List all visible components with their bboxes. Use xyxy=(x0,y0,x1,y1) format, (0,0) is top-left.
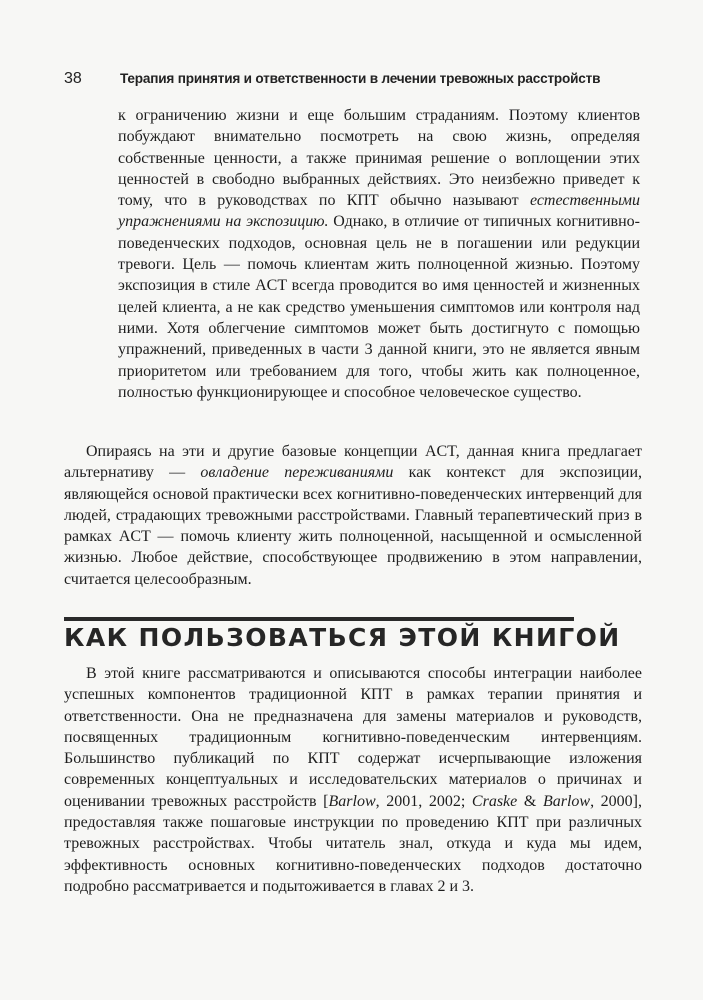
text-run: Опираясь на эти и другие базовые концепции ACT, данная книга предлагает альтернативу — xyxy=(64,443,642,482)
block-paragraph-text xyxy=(118,105,640,403)
text-run: В этой книге рассматриваются и описываются способы интеграции наиболее успешных компонентов традиционной КПТ в рамках терапии принятия и ответственности. Она не предназначена для замены материалов и руководств, посвященных традиционным когнитивно-поведенческим интервенциям. Большинство публикаций по КПТ содержат исчерпывающие изложения современных концептуальных и исследовательских материалов о причинах и оценивании тревожных расстройств [ xyxy=(64,665,642,810)
body-paragraph-1 xyxy=(64,441,642,590)
page-number: 38 xyxy=(64,70,82,87)
paragraph-text xyxy=(64,663,642,897)
paragraph-text xyxy=(64,441,642,590)
indented-block-paragraph xyxy=(118,105,640,403)
text-run: & xyxy=(517,792,543,810)
text-run: к ограничению жизни и еще большим страданиям. Поэтому клиентов побуждают внимательно посмотреть на свою жизнь, определяя собственные ценности, а также принимая решение о воплощении этих ценностей в свободно выбранных действиях. Это неизбежно приведет к тому, что в руководствах по КПТ обычно называют xyxy=(118,107,640,210)
citation-author: Barlow xyxy=(542,792,591,810)
body-paragraph-2 xyxy=(64,663,642,897)
section-divider xyxy=(64,617,574,621)
italic-term: естественными упражнениями на экспозицию. xyxy=(118,192,640,231)
text-run: Однако, в отличие от типичных когнитивно-поведенческих подходов, основная цель не в погашении или редукции тревоги. Цель — помочь клиентам жить полноценной жизнью. Поэтому экспозиция в стиле ACT всегда проводится во имя ценностей и жизненных целей клиента, а не как средство уменьшения симптомов или контроля над ними. Хотя облегчение симптомов может быть достигнуто с помощью упражнений, приведенных в части 3 данной книги, это не является явным приоритетом или требованием для того, чтобы жить как полноценное, полностью функционирующее и способное человеческое существо. xyxy=(118,213,641,401)
text-run: как контекст для экспозиции, являющейся основой практически всех когнитивно-поведенческих интервенций для людей, страдающих тревожными расстройствами. Главный терапевтический приз в рамках ACT — помочь клиенту жить полноценной, насыщенной и осмысленной жизнью. Любое действие, способствующее продвижению в этом направлении, считается целесообразным. xyxy=(64,464,643,588)
italic-term: овладение переживаниями xyxy=(200,464,394,482)
citation-author: Barlow xyxy=(328,792,376,810)
citation-author: Craske xyxy=(471,792,518,810)
text-run: , 2001, 2002; xyxy=(375,792,472,810)
section-heading: КАК ПОЛЬЗОВАТЬСЯ ЭТОЙ КНИГОЙ xyxy=(64,623,621,652)
text-run: , 2000], предоставляя также пошаговые инструкции по проведению КПТ при различных тревожных расстройствах. Чтобы читатель знал, откуда и куда мы идем, эффективность основных когнитивно-поведенческих подходов достаточно подробно рассматривается и подытоживается в главах 2 и 3. xyxy=(64,792,643,895)
running-title: Терапия принятия и ответственности в лечении тревожных расстройств xyxy=(120,71,601,86)
running-header xyxy=(64,70,644,90)
